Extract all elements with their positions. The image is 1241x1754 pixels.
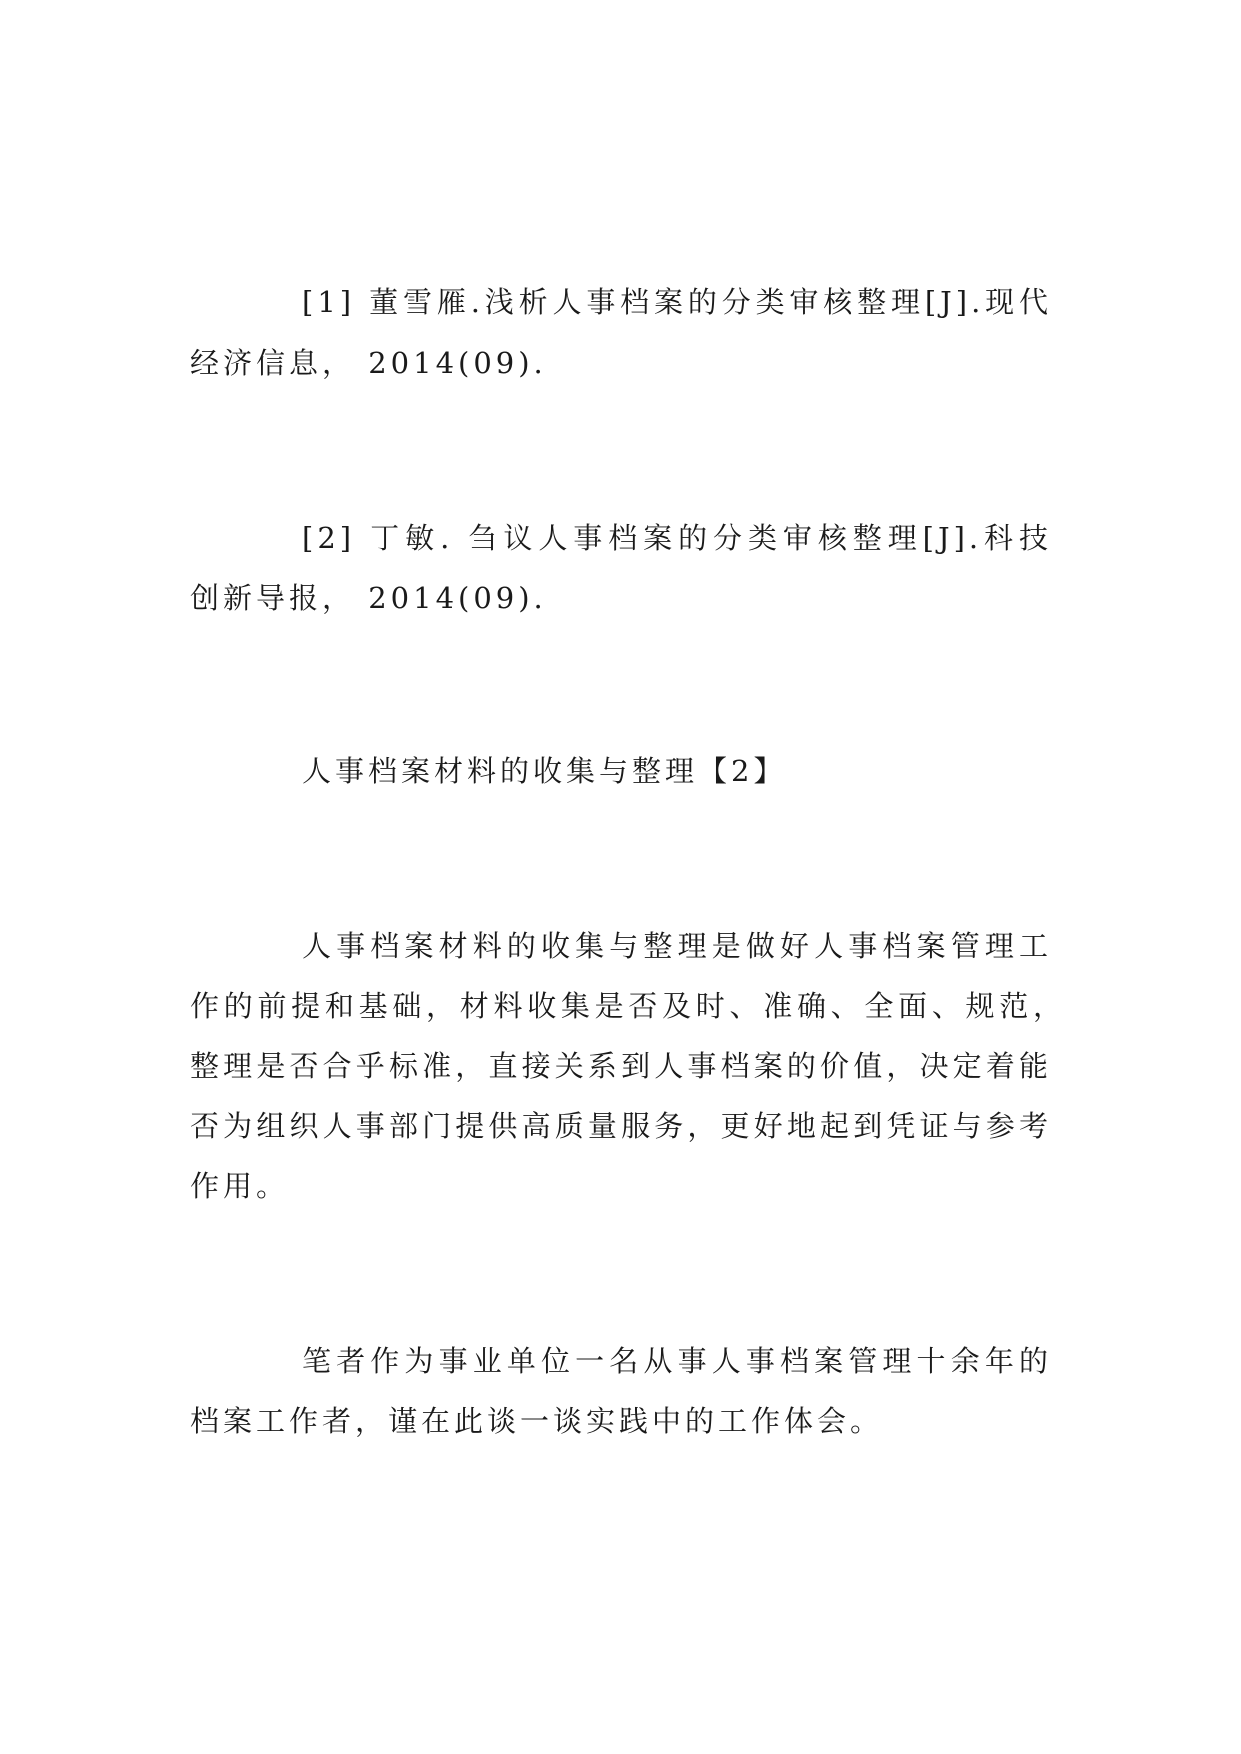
paragraph-1-line-3: 整理是否合乎标准，直接关系到人事档案的价值，决定着能 [190, 1049, 1052, 1083]
paragraph-2-line-2: 档案工作者，谨在此谈一谈实践中的工作体会。 [190, 1404, 884, 1438]
paragraph-1-line-5: 作用。 [190, 1169, 290, 1203]
reference-2-line-1: [2] 丁敏. 刍议人事档案的分类审核整理[J].科技 [302, 521, 1052, 555]
section-heading: 人事档案材料的收集与整理【2】 [302, 754, 787, 788]
reference-2-line-2: 创新导报， 2014(09). [190, 581, 547, 615]
paragraph-1-line-4: 否为组织人事部门提供高质量服务，更好地起到凭证与参考 [190, 1109, 1052, 1143]
reference-1-line-2: 经济信息， 2014(09). [190, 346, 547, 380]
reference-1-line-1: [1] 董雪雁.浅析人事档案的分类审核整理[J].现代 [302, 285, 1052, 319]
paragraph-2-line-1: 笔者作为事业单位一名从事人事档案管理十余年的 [302, 1344, 1052, 1378]
paragraph-1-line-2: 作的前提和基础，材料收集是否及时、准确、全面、规范， [190, 989, 1066, 1023]
paragraph-1-line-1: 人事档案材料的收集与整理是做好人事档案管理工 [302, 929, 1052, 963]
